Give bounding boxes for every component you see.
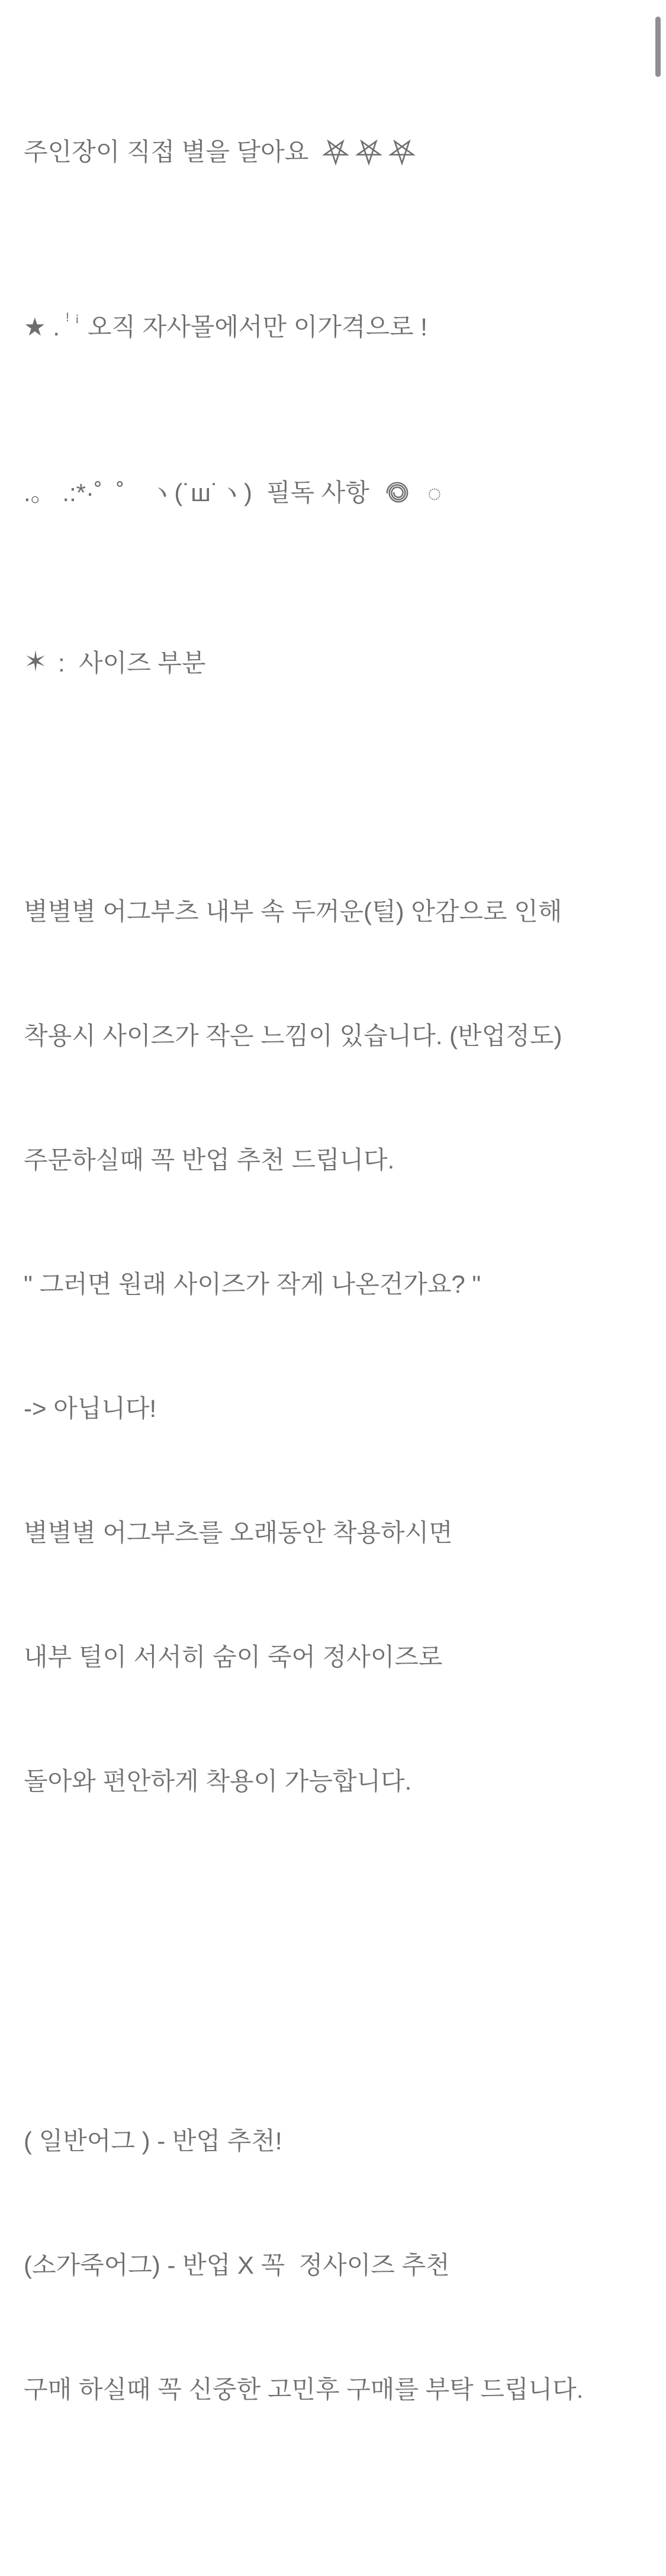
sparkle-decoration: .。 .:*·˚ ˚ xyxy=(24,479,125,506)
text-line: (소가죽어그) - 반업 X 꼭 정사이즈 추천 xyxy=(24,2251,450,2279)
promo-text: 오직 자사몰에서만 이가격으로 ! xyxy=(87,313,427,341)
text-line: -> 아닙니다! xyxy=(24,1394,157,1422)
pentagram-icon xyxy=(389,137,415,165)
must-read-text: 필독 사항 xyxy=(266,479,369,506)
exclamation-decoration: !¡ xyxy=(66,311,85,324)
size-section-body xyxy=(24,808,630,1885)
text-line: 별별별 어그부츠를 오래동안 착용하시면 xyxy=(24,1519,453,1547)
headline-line xyxy=(24,131,630,173)
text-line: " 그러면 원래 사이즈가 작게 나온건가요? " xyxy=(24,1270,481,1298)
pentagram-icons xyxy=(316,138,415,166)
headline-text: 주인장이 직접 별을 달아요 xyxy=(24,138,316,166)
promo-line xyxy=(24,297,630,348)
text-line: ( 일반어그 ) - 반업 추천! xyxy=(24,2127,282,2155)
text-line: 주문하실때 꼭 반업 추천 드립니다. xyxy=(24,1146,395,1174)
text-line: 내부 털이 서서히 숨이 죽어 정사이즈로 xyxy=(24,1643,443,1671)
scrollbar-thumb[interactable] xyxy=(655,17,661,77)
black-star-icon: ★ . xyxy=(24,313,60,341)
text-line: 착용시 사이즈가 작은 느낌이 있습니다. (반업정도) xyxy=(24,1022,562,1050)
pentagram-icon xyxy=(323,137,349,165)
text-line: 돌아와 편안하게 착용이 가능합니다. xyxy=(24,1767,412,1795)
size-section-heading xyxy=(24,643,630,684)
spiral-icon xyxy=(385,477,410,518)
purchase-guide xyxy=(24,2038,630,2493)
kaomoji-line xyxy=(24,472,630,518)
text-line: 구매 하실때 꼭 신중한 고민후 구매를 부탁 드립니다. xyxy=(24,2375,584,2403)
size-heading-text: : 사이즈 부분 xyxy=(58,649,206,677)
kaomoji-face: ヽ(˙ш˙ヽ) xyxy=(149,479,252,506)
text-line: 별별별 어그부츠 내부 속 두꺼운(털) 안감으로 인해 xyxy=(24,898,562,925)
dotted-circle-icon: ◌ xyxy=(427,480,442,506)
six-point-star-icon xyxy=(24,648,47,674)
pentagram-icon xyxy=(356,137,382,165)
